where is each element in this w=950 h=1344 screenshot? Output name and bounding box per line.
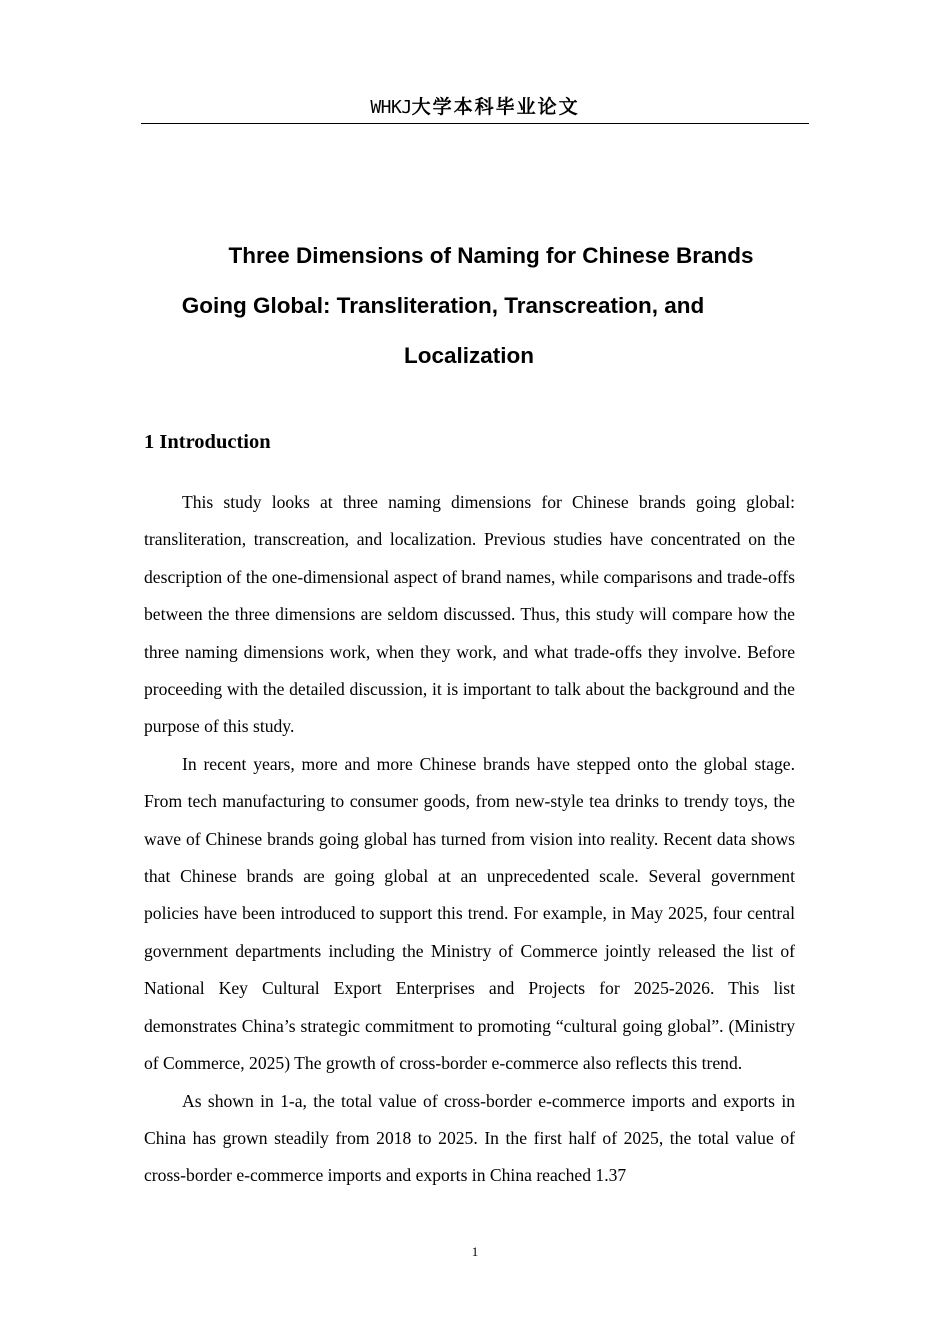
paper-title <box>141 231 797 381</box>
paper-title-line-2: Going Global: Transliteration, Transcreation, and <box>181 293 705 318</box>
paragraph-3: As shown in 1-a, the total value of cross-border e-commerce imports and exports in China has grown steadily from 2018 to 2025. In the first half of 2025, the total value of cross-border e-commerce imports and exports in China reached 1.37 <box>144 1090 795 1186</box>
paragraph-2: In recent years, more and more Chinese brands have stepped onto the global stage. From tech manufacturing to consumer goods, from new-style tea drinks to trendy toys, the wave of Chinese brands going global has turned from vision into reality. Recent data shows that Chinese brands are going global at an unprecedented scale. Several government policies have been introduced to support this trend. For example, in May 2025, four central government departments including the Ministry of Commerce jointly released the list of National Key Cultural Export Enterprises and Projects for 2025-2026. This list demonstrates China’s strategic commitment to promoting “cultural going global”. (Ministry of Commerce, 2025) The growth of cross-border e-commerce also reflects this trend. <box>144 753 795 1074</box>
page-number: 1 <box>471 1244 479 1259</box>
section-heading-introduction: 1 Introduction <box>144 431 271 453</box>
header-rule <box>141 123 809 124</box>
paragraph-1: This study looks at three naming dimensions for Chinese brands going global: transliteration, transcreation, and localization. Previous studies have concentrated on the description of the one-dimensional aspect of brand names, while comparisons and trade-offs between the three dimensions are seldom discussed. Thus, this study will compare how the three naming dimensions work, when they work, and what trade-offs they involve. Before proceeding with the detailed discussion, it is important to talk about the background and the purpose of this study. <box>144 492 795 737</box>
paper-title-line-3: Localization <box>403 343 534 368</box>
running-header-institution-cjk: 大学本科毕业论文 <box>411 96 580 118</box>
introduction-body <box>144 484 795 1195</box>
running-header-institution-latin: WHKJ <box>370 97 412 118</box>
paper-title-line-1: Three Dimensions of Naming for Chinese Brands <box>228 243 754 268</box>
running-header <box>0 94 950 121</box>
